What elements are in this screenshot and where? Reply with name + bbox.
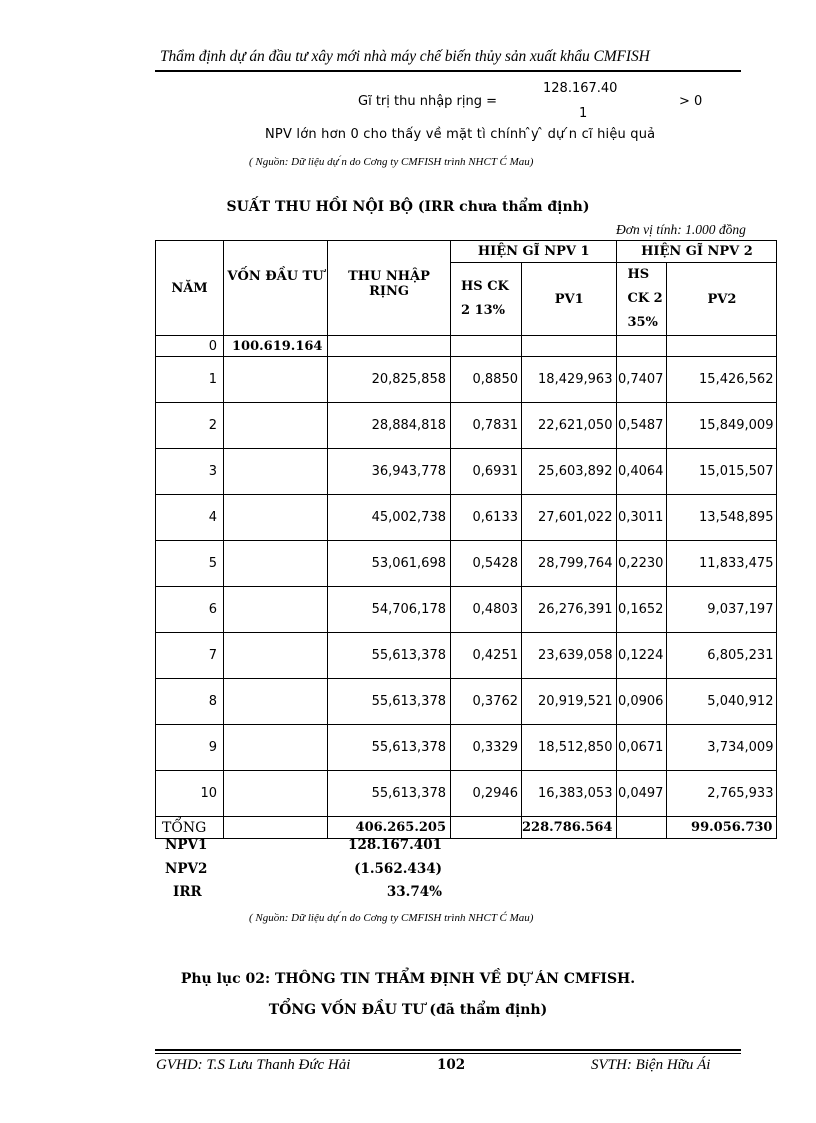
pv2-cell: 3,734,009 — [667, 725, 777, 771]
hs2-cell: 0,4064 — [617, 449, 667, 495]
investment-cell — [224, 541, 328, 587]
hs1-cell: 0,6133 — [451, 495, 522, 541]
pv1-cell: 27,601,022 — [522, 495, 617, 541]
irr-table — [155, 240, 777, 839]
hs2-cell: 0,3011 — [617, 495, 667, 541]
pv1-cell: 20,919,521 — [522, 679, 617, 725]
pv2-cell: 11,833,475 — [667, 541, 777, 587]
npv2-group-header: HIỆN GĨ NPV 2 — [617, 241, 777, 263]
footer-student: SVTH: Biện Hữu Ái — [591, 1057, 711, 1073]
hs1-header: HS CK 2 13% — [451, 263, 522, 336]
income-cell: 20,825,858 — [328, 357, 451, 403]
pv2-cell: 5,040,912 — [667, 679, 777, 725]
npv1-group-header: HIỆN GĨ NPV 1 — [451, 241, 617, 263]
hs2-cell: 0,0497 — [617, 771, 667, 817]
pv1-header: PV1 — [522, 263, 617, 336]
income-cell: 28,884,818 — [328, 403, 451, 449]
pv1-cell: 22,621,050 — [522, 403, 617, 449]
table-header-row — [156, 241, 777, 263]
year-cell: 0 — [156, 336, 224, 357]
table-row — [156, 449, 777, 495]
year-cell: 4 — [156, 495, 224, 541]
year-cell: 6 — [156, 587, 224, 633]
hs2-cell: 0,1224 — [617, 633, 667, 679]
pv2-cell: 15,015,507 — [667, 449, 777, 495]
hs1-cell: 0,4251 — [451, 633, 522, 679]
investment-cell — [224, 679, 328, 725]
hs2-cell: 0,5487 — [617, 403, 667, 449]
income-cell: 55,613,378 — [328, 725, 451, 771]
hs1-cell: 0,5428 — [451, 541, 522, 587]
year-cell: 2 — [156, 403, 224, 449]
total-pv2: 99.056.730 — [667, 817, 777, 839]
footer-advisor: GVHD: T.S Lưu Thanh Đức Hải — [156, 1057, 351, 1073]
hs2-cell: 0,2230 — [617, 541, 667, 587]
hs1-cell: 0,2946 — [451, 771, 522, 817]
investment-cell — [224, 403, 328, 449]
total-label: TỔNG — [156, 817, 224, 839]
table-title: SUẤT THU HỒI NỘI BỘ (IRR chưa thẩm định) — [226, 199, 590, 215]
hs2-header: HS CK 2 35% — [617, 263, 667, 336]
pv1-cell: 26,276,391 — [522, 587, 617, 633]
pv2-cell: 9,037,197 — [667, 587, 777, 633]
footer-rule — [155, 1049, 741, 1051]
pv2-cell: 13,548,895 — [667, 495, 777, 541]
appendix-title: Phụ lục 02: THÔNG TIN THẨM ĐỊNH VỀ DỰ ÁN CMFISH. — [180, 971, 636, 987]
summary-label-irr: IRR — [173, 884, 202, 900]
income-cell: 55,613,378 — [328, 633, 451, 679]
hs2-cell: 0,0906 — [617, 679, 667, 725]
table-row — [156, 725, 777, 771]
summary-label-npv1: NPV1 — [165, 837, 208, 853]
investment-cell — [224, 725, 328, 771]
year-cell: 8 — [156, 679, 224, 725]
table-row — [156, 587, 777, 633]
source-note-bottom: ( Nguồn: Dữ liệu dự ́n do Cơng ty CMFISH trình NHCT Ć Mau) — [249, 912, 534, 924]
col-year-header: NĂM — [156, 241, 224, 336]
hs1-cell: 0,4803 — [451, 587, 522, 633]
total-income: 406.265.205 — [328, 817, 451, 839]
year-cell: 3 — [156, 449, 224, 495]
comparison-text: > 0 — [679, 94, 703, 109]
fraction-numerator: 128.167.40 — [543, 81, 618, 96]
pv1-cell: 25,603,892 — [522, 449, 617, 495]
income-cell: 36,943,778 — [328, 449, 451, 495]
table-row — [156, 495, 777, 541]
income-cell: 45,002,738 — [328, 495, 451, 541]
appendix-subtitle: TỔNG VỐN ĐẦU TƯ (đã thẩm định) — [268, 1002, 548, 1018]
investment-cell — [224, 495, 328, 541]
footer-rule-thin — [155, 1053, 741, 1054]
table-row — [156, 633, 777, 679]
income-cell: 54,706,178 — [328, 587, 451, 633]
npv-conclusion: NPV lớn hơn 0 cho thấy về mặt tì chính ̂y ̂ dự ́n cĩ hiệu quả — [265, 127, 656, 142]
pv2-cell: 6,805,231 — [667, 633, 777, 679]
year-cell: 1 — [156, 357, 224, 403]
fraction-denominator: 1 — [579, 106, 588, 121]
pv2-cell: 15,849,009 — [667, 403, 777, 449]
year-cell: 10 — [156, 771, 224, 817]
pv2-cell: 2,765,933 — [667, 771, 777, 817]
pv1-cell: 18,429,963 — [522, 357, 617, 403]
hs1-cell: 0,3329 — [451, 725, 522, 771]
col-income-header: THU NHẬP RỊNG — [328, 241, 451, 336]
hs2-cell: 0,1652 — [617, 587, 667, 633]
year-cell: 7 — [156, 633, 224, 679]
pv1-cell: 23,639,058 — [522, 633, 617, 679]
pv2-header: PV2 — [667, 263, 777, 336]
year-cell: 9 — [156, 725, 224, 771]
hs1-cell: 0,8850 — [451, 357, 522, 403]
col-investment-header: VỐN ĐẦU TƯ — [224, 241, 328, 336]
summary-value-npv2: (1.562.434) — [354, 861, 442, 877]
total-row — [156, 817, 777, 839]
pv1-cell: 16,383,053 — [522, 771, 617, 817]
investment-cell — [224, 771, 328, 817]
hs1-cell: 0,7831 — [451, 403, 522, 449]
hs2-cell: 0,0671 — [617, 725, 667, 771]
income-cell: 55,613,378 — [328, 771, 451, 817]
header-rule — [155, 70, 741, 72]
table-row — [156, 336, 777, 357]
pv1-cell: 18,512,850 — [522, 725, 617, 771]
table-row — [156, 771, 777, 817]
income-label: Gĩ trị thu nhập rịng = — [358, 94, 498, 109]
pv2-cell: 15,426,562 — [667, 357, 777, 403]
table-row — [156, 357, 777, 403]
source-note: ( Nguồn: Dữ liệu dự ́n do Cơng ty CMFISH trình NHCT Ć Mau) — [249, 156, 534, 168]
table-row — [156, 403, 777, 449]
summary-label-npv2: NPV2 — [165, 861, 208, 877]
investment-cell — [224, 357, 328, 403]
income-cell: 53,061,698 — [328, 541, 451, 587]
investment-cell: 100.619.164 — [224, 336, 328, 357]
investment-cell — [224, 587, 328, 633]
investment-cell — [224, 633, 328, 679]
page-header: Thẩm định dự án đầu tư xây mới nhà máy chế biến thủy sản xuất khẩu CMFISH — [160, 48, 650, 65]
hs1-cell: 0,6931 — [451, 449, 522, 495]
investment-cell — [224, 449, 328, 495]
summary-value-npv1: 128.167.401 — [348, 837, 442, 853]
income-cell: 55,613,378 — [328, 679, 451, 725]
unit-note: Đơn vị tính: 1.000 đồng — [616, 222, 746, 237]
year-cell: 5 — [156, 541, 224, 587]
hs1-cell: 0,3762 — [451, 679, 522, 725]
pv1-cell: 28,799,764 — [522, 541, 617, 587]
total-pv1: 228.786.564 — [522, 817, 617, 839]
page-number: 102 — [437, 1057, 466, 1073]
table-row — [156, 679, 777, 725]
summary-value-irr: 33.74% — [386, 884, 442, 900]
table-row — [156, 541, 777, 587]
hs2-cell: 0,7407 — [617, 357, 667, 403]
